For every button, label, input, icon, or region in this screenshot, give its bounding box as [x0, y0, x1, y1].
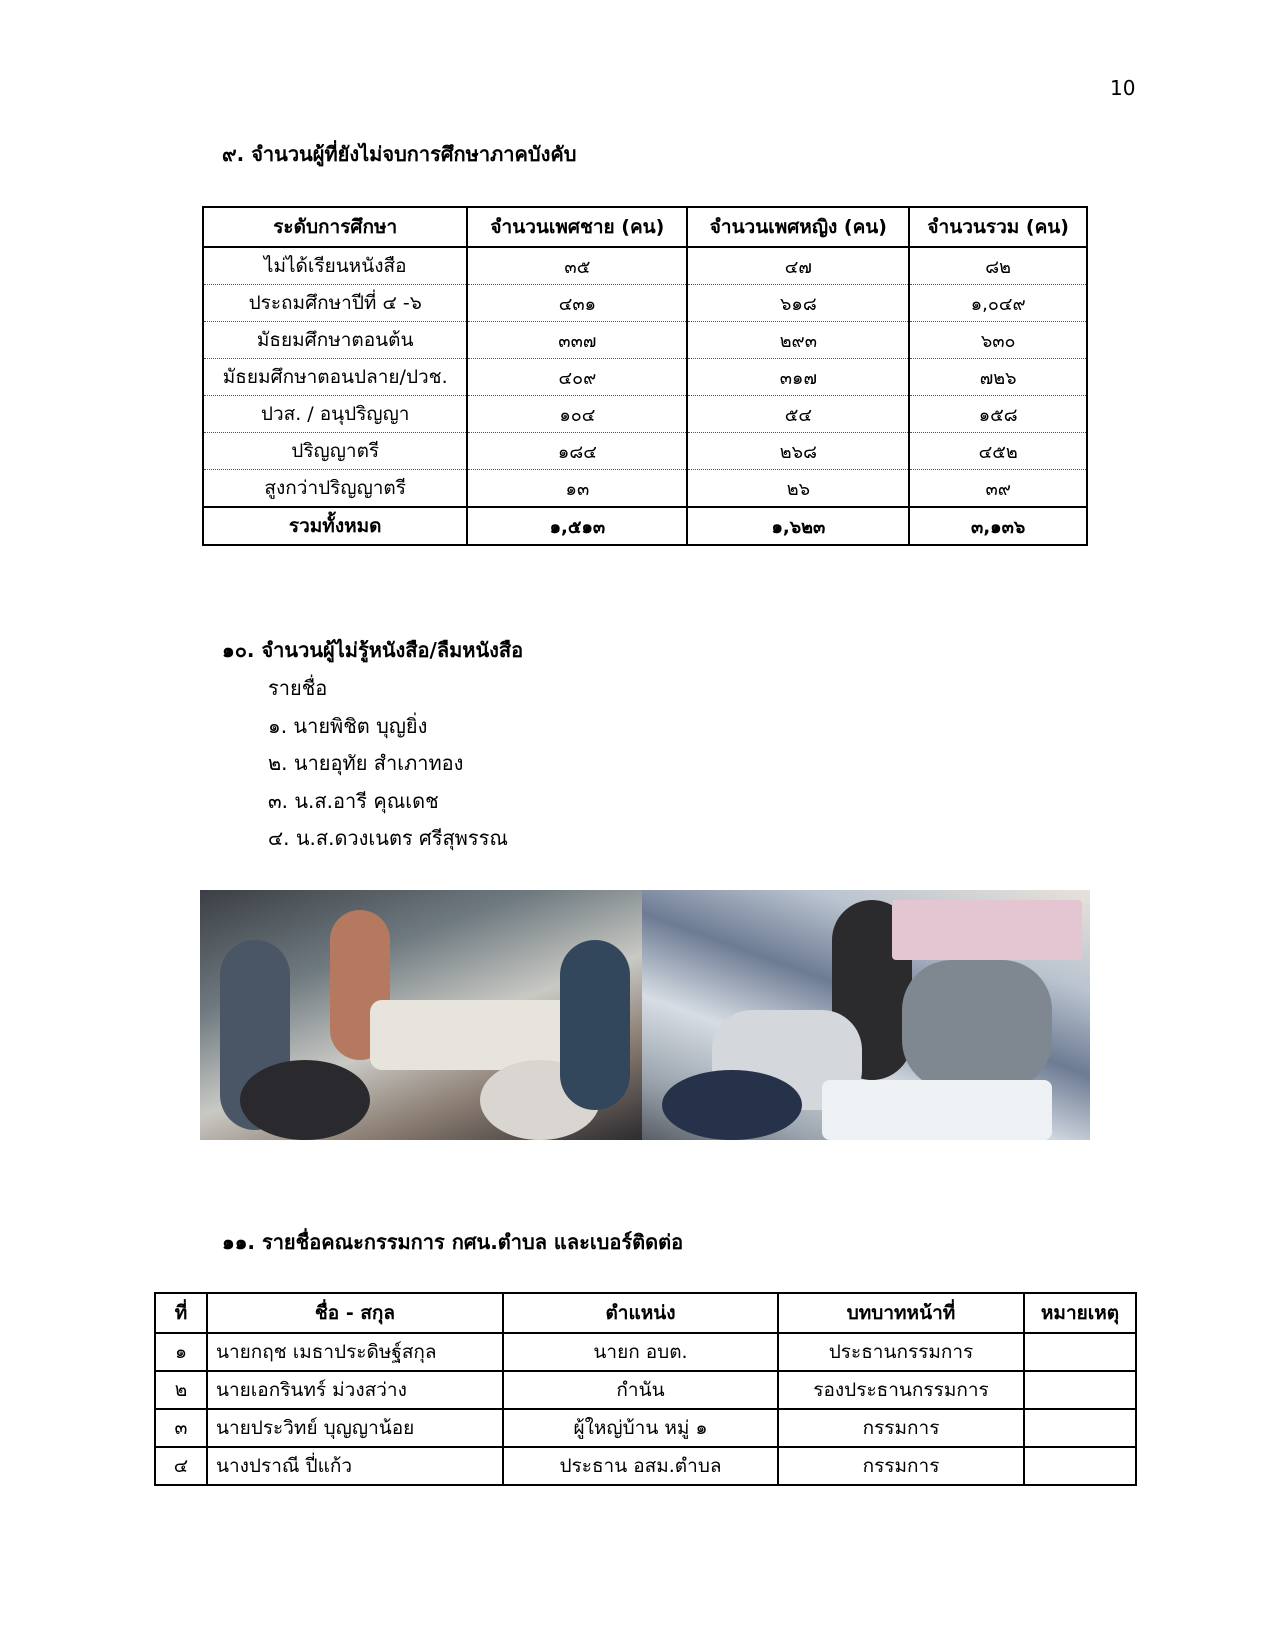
cell-remark: [1024, 1447, 1136, 1485]
cell-total-label: รวมทั้งหมด: [203, 507, 467, 545]
table-row: [203, 247, 1087, 285]
col-header-remark: หมายเหตุ: [1024, 1293, 1136, 1333]
cell-male: ๓๓๗: [467, 322, 687, 359]
cell-role: ประธานกรรมการ: [778, 1333, 1024, 1371]
cell-total: ๑,๐๔๙: [909, 285, 1087, 322]
list-item: ๓. น.ส.อารี คุณเดช: [268, 788, 439, 813]
cell-total: ๑๕๘: [909, 396, 1087, 433]
cell-female: ๒๖: [687, 470, 909, 508]
cell-level: ประถมศึกษาปีที่ ๔ -๖: [203, 285, 467, 322]
cell-male: ๔๓๑: [467, 285, 687, 322]
cell-role: กรรมการ: [778, 1447, 1024, 1485]
cell-remark: [1024, 1333, 1136, 1371]
cell-level: ปริญญาตรี: [203, 433, 467, 470]
table-row: [155, 1447, 1136, 1485]
list-item: ๒. นายอุทัย สำเภาทอง: [268, 751, 464, 775]
cell-male: ๑๓: [467, 470, 687, 508]
cell-remark: [1024, 1371, 1136, 1409]
cell-level: มัธยมศึกษาตอนปลาย/ปวช.: [203, 359, 467, 396]
cell-total: ๖๓๐: [909, 322, 1087, 359]
cell-female: ๔๗: [687, 247, 909, 285]
section-9-heading: ๙. จำนวนผู้ที่ยังไม่จบการศึกษาภาคบังคับ: [222, 142, 577, 166]
cell-remark: [1024, 1409, 1136, 1447]
cell-total: ๓๙: [909, 470, 1087, 508]
list-label: รายชื่อ: [268, 676, 328, 700]
table-row: [203, 359, 1087, 396]
table-row: [203, 433, 1087, 470]
photo-icon: [642, 890, 1090, 1140]
committee-table: [154, 1292, 1137, 1486]
cell-female: ๖๑๘: [687, 285, 909, 322]
cell-male: ๔๐๙: [467, 359, 687, 396]
cell-male: ๑๐๔: [467, 396, 687, 433]
table-total-row: [203, 507, 1087, 545]
cell-level: ไม่ได้เรียนหนังสือ: [203, 247, 467, 285]
cell-female: ๒๖๘: [687, 433, 909, 470]
cell-position: ประธาน อสม.ตำบล: [503, 1447, 778, 1485]
cell-total-female: ๑,๖๒๓: [687, 507, 909, 545]
cell-position: กำนัน: [503, 1371, 778, 1409]
cell-total-male: ๑,๕๑๓: [467, 507, 687, 545]
col-header-female: จำนวนเพศหญิง (คน): [687, 207, 909, 247]
cell-male: ๑๘๔: [467, 433, 687, 470]
col-header-male: จำนวนเพศชาย (คน): [467, 207, 687, 247]
cell-total: ๗๒๖: [909, 359, 1087, 396]
table-header-row: [155, 1293, 1136, 1333]
cell-grand-total: ๓,๑๓๖: [909, 507, 1087, 545]
cell-name: นายประวิทย์ บุญญาน้อย: [207, 1409, 503, 1447]
table-row: [203, 322, 1087, 359]
list-item: ๑. นายพิชิต บุญยิ่ง: [268, 713, 428, 738]
table-header-row: [203, 207, 1087, 247]
col-header-name: ชื่อ - สกุล: [207, 1293, 503, 1333]
cell-no: ๓: [155, 1409, 207, 1447]
education-table: [202, 206, 1088, 546]
cell-male: ๓๕: [467, 247, 687, 285]
col-header-role: บทบาทหน้าที่: [778, 1293, 1024, 1333]
table-row: [203, 285, 1087, 322]
cell-name: นายกฤช เมธาประดิษฐ์สกุล: [207, 1333, 503, 1371]
cell-no: ๒: [155, 1371, 207, 1409]
table-row: [203, 396, 1087, 433]
cell-name: นายเอกรินทร์ ม่วงสว่าง: [207, 1371, 503, 1409]
cell-no: ๑: [155, 1333, 207, 1371]
col-header-no: ที่: [155, 1293, 207, 1333]
cell-no: ๔: [155, 1447, 207, 1485]
cell-level: ปวส. / อนุปริญญา: [203, 396, 467, 433]
col-header-level: ระดับการศึกษา: [203, 207, 467, 247]
section-10-heading: ๑๐. จำนวนผู้ไม่รู้หนังสือ/ลืมหนังสือ: [222, 638, 524, 662]
cell-position: ผู้ใหญ่บ้าน หมู่ ๑: [503, 1409, 778, 1447]
cell-female: ๓๑๗: [687, 359, 909, 396]
cell-level: มัธยมศึกษาตอนต้น: [203, 322, 467, 359]
cell-level: สูงกว่าปริญญาตรี: [203, 470, 467, 508]
cell-role: รองประธานกรรมการ: [778, 1371, 1024, 1409]
cell-total: ๔๕๒: [909, 433, 1087, 470]
cell-position: นายก อบต.: [503, 1333, 778, 1371]
col-header-position: ตำแหน่ง: [503, 1293, 778, 1333]
cell-female: ๒๙๓: [687, 322, 909, 359]
activity-photos: [200, 890, 1090, 1140]
list-item: ๔. น.ส.ดวงเนตร ศรีสุพรรณ: [268, 826, 508, 850]
table-row: [155, 1371, 1136, 1409]
table-row: [155, 1333, 1136, 1371]
section-11-heading: ๑๑. รายชื่อคณะกรรมการ กศน.ตำบล และเบอร์ติดต่อ: [222, 1230, 684, 1254]
photo-icon: [200, 890, 642, 1140]
cell-total: ๘๒: [909, 247, 1087, 285]
table-row: [155, 1409, 1136, 1447]
page-number: 10: [1110, 76, 1136, 100]
col-header-total: จำนวนรวม (คน): [909, 207, 1087, 247]
illiterate-list: [268, 670, 508, 858]
cell-female: ๕๔: [687, 396, 909, 433]
cell-role: กรรมการ: [778, 1409, 1024, 1447]
cell-name: นางปราณี ปี่แก้ว: [207, 1447, 503, 1485]
table-row: [203, 470, 1087, 508]
